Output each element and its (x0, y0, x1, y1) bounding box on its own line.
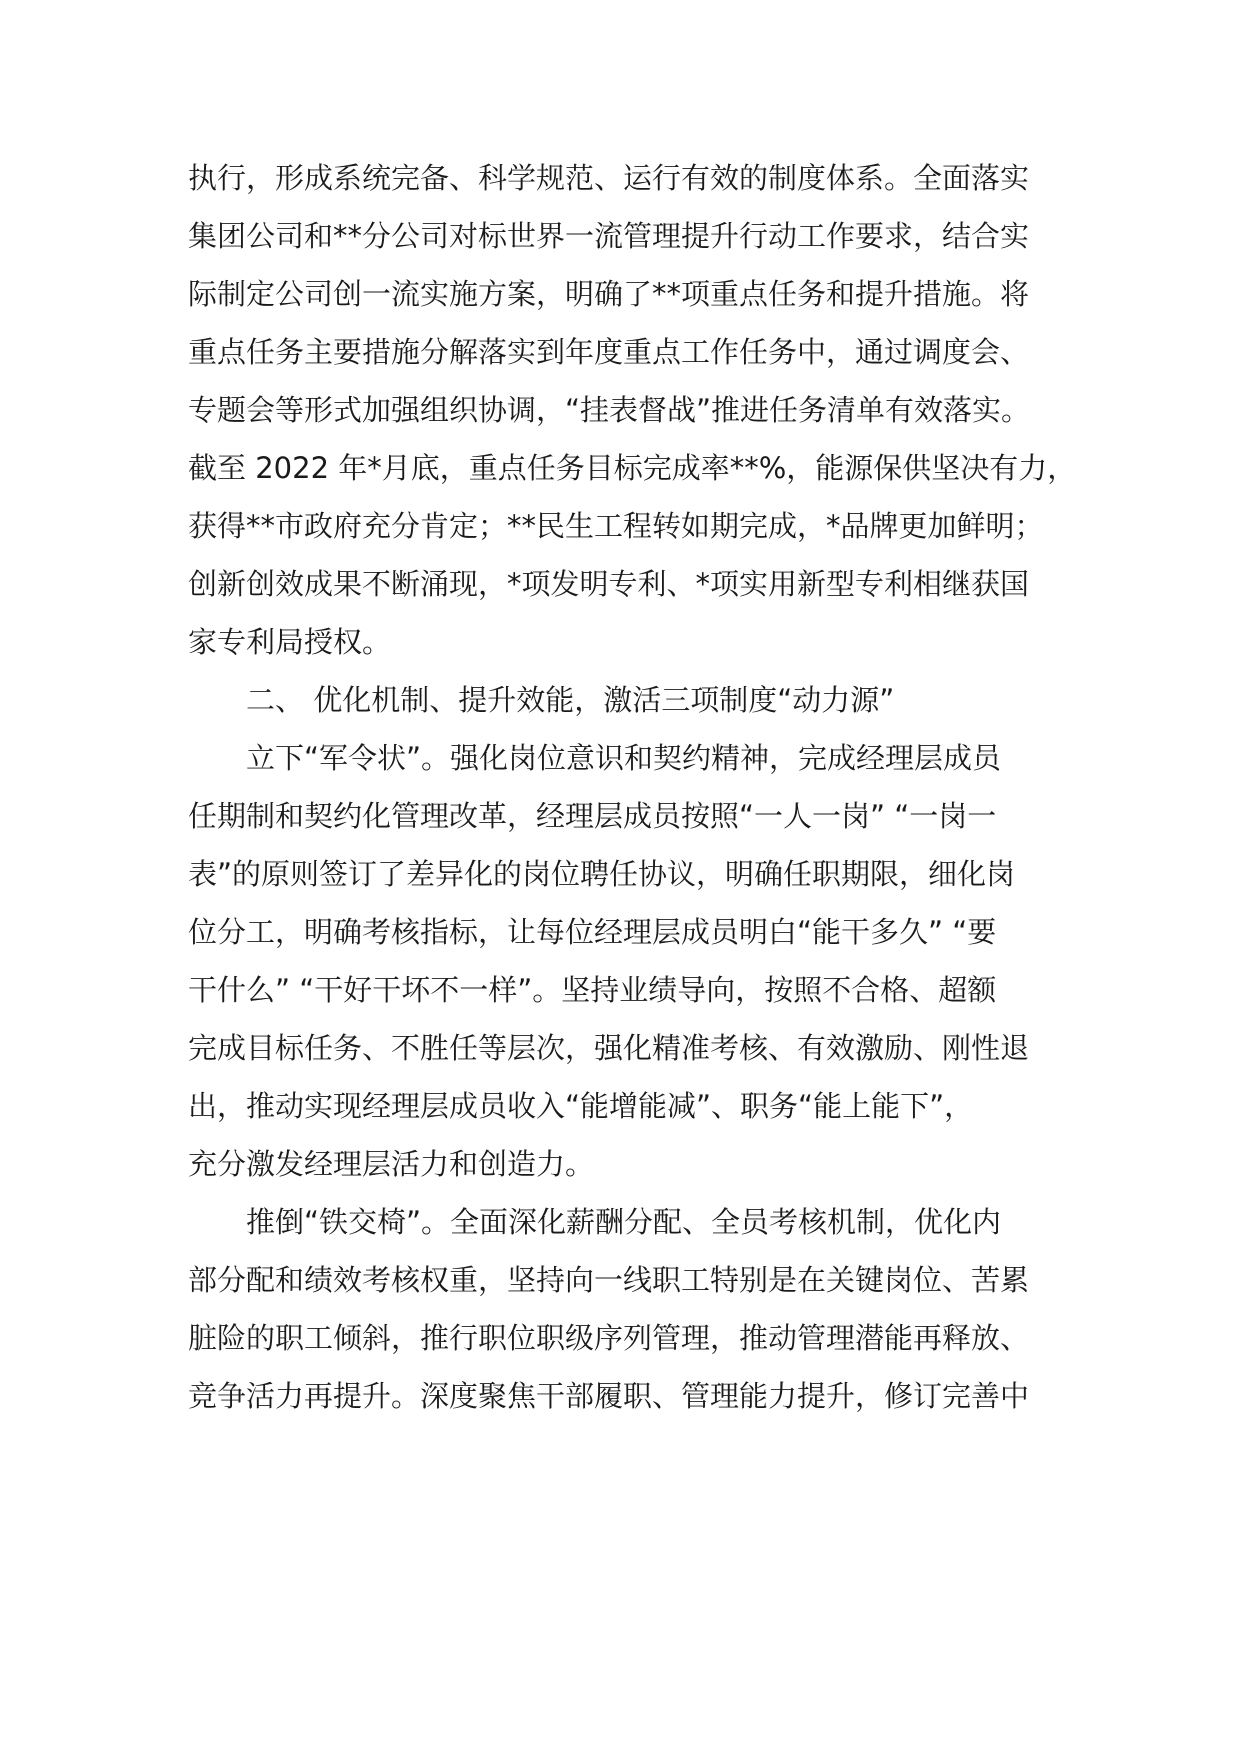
text-line: 重点任务主要措施分解落实到年度重点工作任务中，通过调度会、 (188, 335, 1030, 369)
text-line: 家专利局授权。 (188, 625, 392, 659)
text-line: 际制定公司创一流实施方案，明确了**项重点任务和提升措施。将 (188, 277, 1030, 311)
text-line: 脏险的职工倾斜，推行职位职级序列管理，推动管理潜能再释放、 (188, 1321, 1030, 1355)
paragraph-start: 立下“军令状”。强化岗位意识和契约精神，完成经理层成员 (246, 741, 1002, 775)
text-line: 任期制和契约化管理改革，经理层成员按照“一人一岗” “一岗一 (188, 799, 997, 833)
text-line: 截至 2022 年*月底，重点任务目标完成率**%，能源保供坚决有力， (188, 451, 1077, 485)
text-line: 完成目标任务、不胜任等层次，强化精准考核、有效激励、刚性退 (188, 1031, 1030, 1065)
text-line: 执行，形成系统完备、科学规范、运行有效的制度体系。全面落实 (188, 161, 1030, 195)
paragraph-start: 推倒“铁交椅”。全面深化薪酬分配、全员考核机制，优化内 (246, 1205, 1002, 1239)
text-line: 专题会等形式加强组织协调，“挂表督战”推进任务清单有效落实。 (188, 393, 1031, 427)
text-line: 集团公司和**分公司对标世界一流管理提升行动工作要求，结合实 (188, 219, 1030, 253)
text-line: 部分配和绩效考核权重，坚持向一线职工特别是在关键岗位、苦累 (188, 1263, 1030, 1297)
text-line: 干什么” “干好干坏不一样”。坚持业绩导向，按照不合格、超额 (188, 973, 997, 1007)
text-line: 出，推动实现经理层成员收入“能增能减”、职务“能上能下”， (188, 1089, 974, 1123)
text-line: 位分工，明确考核指标，让每位经理层成员明白“能干多久” “要 (188, 915, 997, 949)
text-line: 获得**市政府充分肯定；**民生工程转如期完成，*品牌更加鲜明； (188, 509, 1044, 543)
text-line: 创新创效成果不断涌现，*项发明专利、*项实用新型专利相继获国 (188, 567, 1030, 601)
text-line: 表”的原则签订了差异化的岗位聘任协议，明确任职期限，细化岗 (188, 857, 1016, 891)
section-heading: 二、 优化机制、提升效能，激活三项制度“动力源” (246, 683, 895, 717)
text-line: 充分激发经理层活力和创造力。 (188, 1147, 595, 1181)
text-line: 竞争活力再提升。深度聚焦干部履职、管理能力提升，修订完善中 (188, 1379, 1030, 1413)
